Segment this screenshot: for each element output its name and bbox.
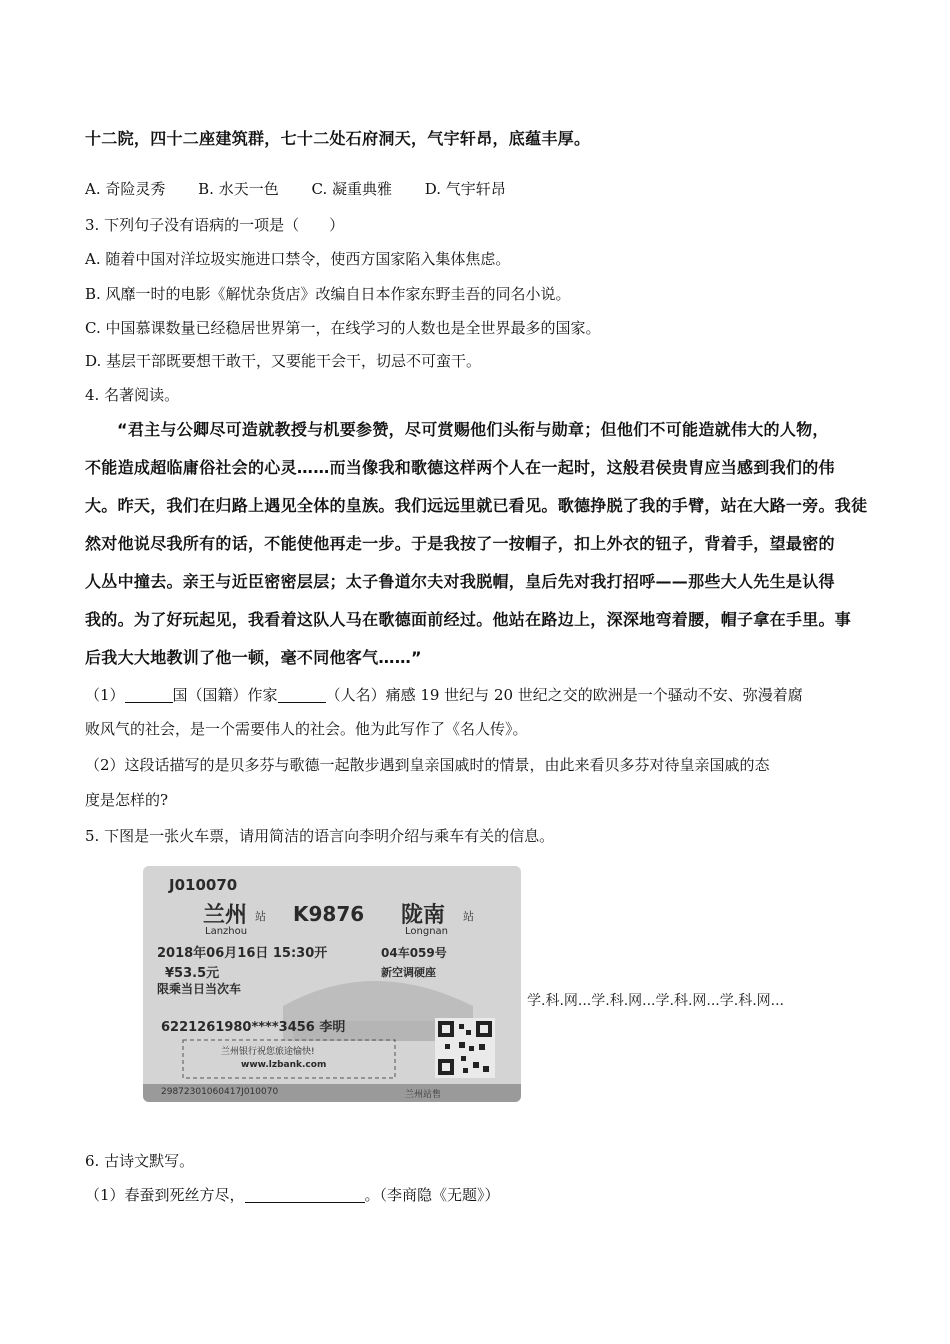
q2-option-b: B. 水天一色: [198, 180, 279, 198]
blank-poem-line[interactable]: [245, 1186, 365, 1203]
ticket-slogan: 兰州银行祝您旅途愉快!: [221, 1047, 315, 1057]
ticket-seat: 04车059号: [381, 946, 447, 960]
q6-sub1-source: 。（李商隐《无题》）: [364, 1186, 500, 1204]
passage-line: “君主与公卿尽可造就教授与机要参赞，尽可赏赐他们头衔与勋章；但他们不可能造就伟大的人物，: [117, 420, 829, 439]
q3-option-a: A. 随着中国对洋垃圾实施进口禁令，使西方国家陷入集体焦虑。: [85, 250, 511, 268]
q4-sub2-line2: 度是怎样的?: [85, 791, 169, 809]
ticket-id-name: 6221261980****3456 李明: [161, 1020, 346, 1035]
passage-line: 后我大大地教训了他一顿，毫不同他客气……”: [85, 648, 422, 667]
q2-option-d: D. 气宇轩昂: [424, 180, 506, 198]
blank-author[interactable]: [278, 686, 326, 703]
q3-option-b: B. 风靡一时的电影《解忧杂货店》改编自日本作家东野圭吾的同名小说。: [85, 285, 571, 303]
q6-sub1-label: （1）春蚕到死丝方尽，: [85, 1186, 245, 1204]
ticket-code: J010070: [169, 876, 238, 894]
q3-option-d: D. 基层干部既要想干敢干，又要能干会干，切忌不可蛮干。: [85, 352, 482, 370]
ticket-class: 新空调硬座: [381, 966, 436, 979]
intro-line: 十二院，四十二座建筑群，七十二处石府洞天，气宇轩昂，底蕴丰厚。: [85, 129, 591, 148]
passage-line: 然对他说尽我所有的话，不能使他再走一步。于是我按了一按帽子，扣上外衣的钮子，背着手，望最密的: [85, 534, 835, 553]
blank-nationality[interactable]: [125, 686, 173, 703]
ticket-to-suffix: 站: [463, 910, 474, 923]
ticket-serial: 29872301060417J010070: [161, 1087, 279, 1097]
ticket-to-pinyin: Longnan: [405, 926, 449, 937]
qr-code-icon: [435, 1018, 495, 1078]
passage-line: 我的。为了好玩起见，我看着这队人马在歌德面前经过。他站在路边上，深深地弯着腰，帽子拿在手里。事: [85, 610, 852, 629]
q5-stem: 5. 下图是一张火车票，请用简洁的语言向李明介绍与乘车有关的信息。: [85, 827, 555, 845]
passage-line: 人丛中撞去。亲王与近臣密密层层；太子鲁道尔夫对我脱帽，皇后先对我打招呼——那些大人先生是认得: [85, 572, 835, 591]
q4-sub1-line2: 败风气的社会，是一个需要伟人的社会。他为此写作了《名人传》。: [85, 720, 528, 738]
ticket-price: ¥53.5元: [165, 966, 220, 981]
q4-stem: 4. 名著阅读。: [85, 386, 180, 404]
ticket-note: 限乘当日当次车: [157, 982, 242, 996]
q3-option-c: C. 中国慕课数量已经稳居世界第一，在线学习的人数也是全世界最多的国家。: [85, 319, 601, 337]
passage-line: 不能造成超临庸俗社会的心灵……而当像我和歌德这样两个人在一起时，这般君侯贵胄应当感到我们的伟: [85, 458, 835, 477]
ticket-website: www.lzbank.com: [241, 1060, 327, 1070]
q4-sub1-text-2: （人名）痛感 19 世纪与 20 世纪之交的欧洲是一个骚动不安、弥漫着腐: [325, 686, 803, 704]
q6-stem: 6. 古诗文默写。: [85, 1152, 195, 1170]
q2-option-a: A. 奇险灵秀: [85, 180, 166, 198]
ticket-from-suffix: 站: [255, 910, 266, 923]
train-ticket-image: [143, 866, 521, 1102]
ticket-from-pinyin: Lanzhou: [205, 926, 248, 937]
q4-sub1-text: 国（国籍）作家: [172, 686, 278, 704]
q2-option-c: C. 凝重典雅: [311, 180, 392, 198]
q4-sub1-label: （1）: [85, 686, 125, 704]
q3-stem: 3. 下列句子没有语病的一项是（ ）: [85, 216, 345, 234]
ticket-station-sale: 兰州站售: [405, 1090, 442, 1100]
ticket-train-number: K9876: [293, 902, 365, 926]
q4-sub2-line1: （2）这段话描写的是贝多芬与歌德一起散步遇到皇亲国戚时的情景，由此来看贝多芬对待皇亲国戚的态: [85, 756, 770, 774]
q2-options: [85, 178, 534, 200]
ticket-from: 兰州: [203, 903, 248, 928]
ticket-to: 陇南: [401, 903, 446, 928]
side-watermark-text: 学.科.网...学.科.网...学.科.网...学.科.网...: [527, 993, 785, 1009]
passage-line: 大。昨天，我们在归路上遇见全体的皇族。我们远远里就已看见。歌德挣脱了我的手臂，站在大路一旁。我徒: [85, 496, 868, 515]
q4-sub1: [85, 684, 803, 706]
ticket-datetime: 2018年06月16日 15:30开: [157, 946, 328, 961]
q6-sub1: [85, 1184, 500, 1206]
